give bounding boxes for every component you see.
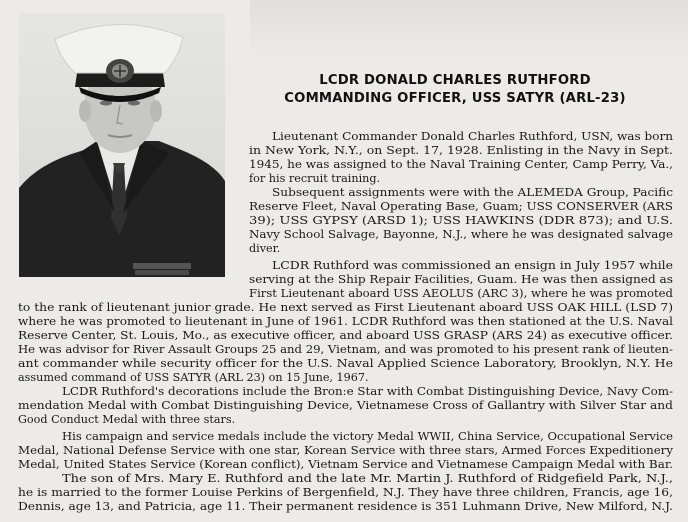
body-line: to the rank of lieutenant junior grade. He next served as First Lieutenant aboard USS OAK HILL (LSD 7): [18, 301, 674, 314]
article-heading: [242, 72, 668, 108]
body-line: Good Conduct Medal with three stars.: [18, 413, 236, 426]
body-line: serving at the Ship Repair Facilities, Guam. He was then assigned as: [249, 273, 673, 286]
body-line: in New York, N.Y., on Sept. 17, 1928. Enlisting in the Navy in Sept.: [249, 144, 674, 157]
body-line: 1945, he was assigned to the Naval Training Center, Camp Perry, Va.,: [249, 158, 674, 171]
body-line: for his recruit training.: [249, 172, 381, 185]
body-line: Reserve Center, St. Louis, Mo., as executive officer, and aboard USS GRASP (ARS 24) as executive officer.: [18, 329, 674, 342]
body-line: Lieutenant Commander Donald Charles Ruthford, USN, was born: [272, 130, 673, 143]
body-line: His campaign and service medals include the victory Medal WWII, China Service, Occupational Service: [62, 430, 674, 443]
body-line: diver.: [249, 242, 281, 255]
body-line: Dennis, age 13, and Patricia, age 11. Their permanent residence is 351 Luhmann Drive, New Milford, N.J.: [18, 500, 673, 513]
body-line: Subsequent assignments were with the ALEMEDA Group, Pacific: [272, 186, 673, 199]
body-line: assumed command of USS SATYR (ARL 23) on 15 June, 1967.: [18, 371, 369, 384]
body-line: LCDR Ruthford's decorations include the Bron:e Star with Combat Distinguishing Device, Navy Com-: [62, 385, 674, 398]
body-line: Reserve Fleet, Naval Operating Base, Guam; USS CONSERVER (ARS: [249, 200, 674, 213]
officer-title: COMMANDING OFFICER, USS SATYR (ARL-23): [284, 91, 626, 106]
body-line: he is married to the former Louise Perkins of Bergenfield, N.J. They have three children, Francis, age 16,: [18, 486, 673, 499]
body-line: 39); USS GYPSY (ARSD 1); USS HAWKINS (DDR 873); and U.S.: [249, 214, 674, 227]
body-line: The son of Mrs. Mary E. Ruthford and the late Mr. Martin J. Ruthford of Ridgefield Park, N.J.,: [62, 472, 674, 485]
body-line: He was advisor for River Assault Groups 25 and 29, Vietnam, and was promoted to his present rank of lieuten-: [18, 343, 673, 356]
body-line: ant commander while security officer for the U.S. Naval Applied Science Laboratory, Brooklyn, N.Y. He: [18, 357, 674, 370]
body-line: where he was promoted to lieutenant in June of 1961. LCDR Ruthford was then stationed at the U.S. Naval: [18, 315, 674, 328]
body-line: Medal, United States Service (Korean conflict), Vietnam Service and Vietnamese Campaign Medal with Bar.: [18, 458, 674, 471]
page-bleed-through: [250, 0, 688, 58]
body-line: Medal, National Defense Service with one star, Korean Service with three stars, Armed Forces Expeditionery: [18, 444, 674, 457]
officer-portrait-photo: [19, 13, 225, 277]
officer-name: LCDR DONALD CHARLES RUTHFORD: [319, 73, 591, 88]
body-line: LCDR Ruthford was commissioned an ensign in July 1957 while: [272, 259, 674, 272]
body-line: First Lieutenant aboard USS AEOLUS (ARC 3), where he was promoted: [249, 287, 674, 300]
body-line: mendation Medal with Combat Distinguishing Device, Vietnamese Cross of Gallantry with Silver Star and: [18, 399, 673, 412]
body-line: Navy School Salvage, Bayonne, N.J., where he was designated salvage: [249, 228, 673, 241]
